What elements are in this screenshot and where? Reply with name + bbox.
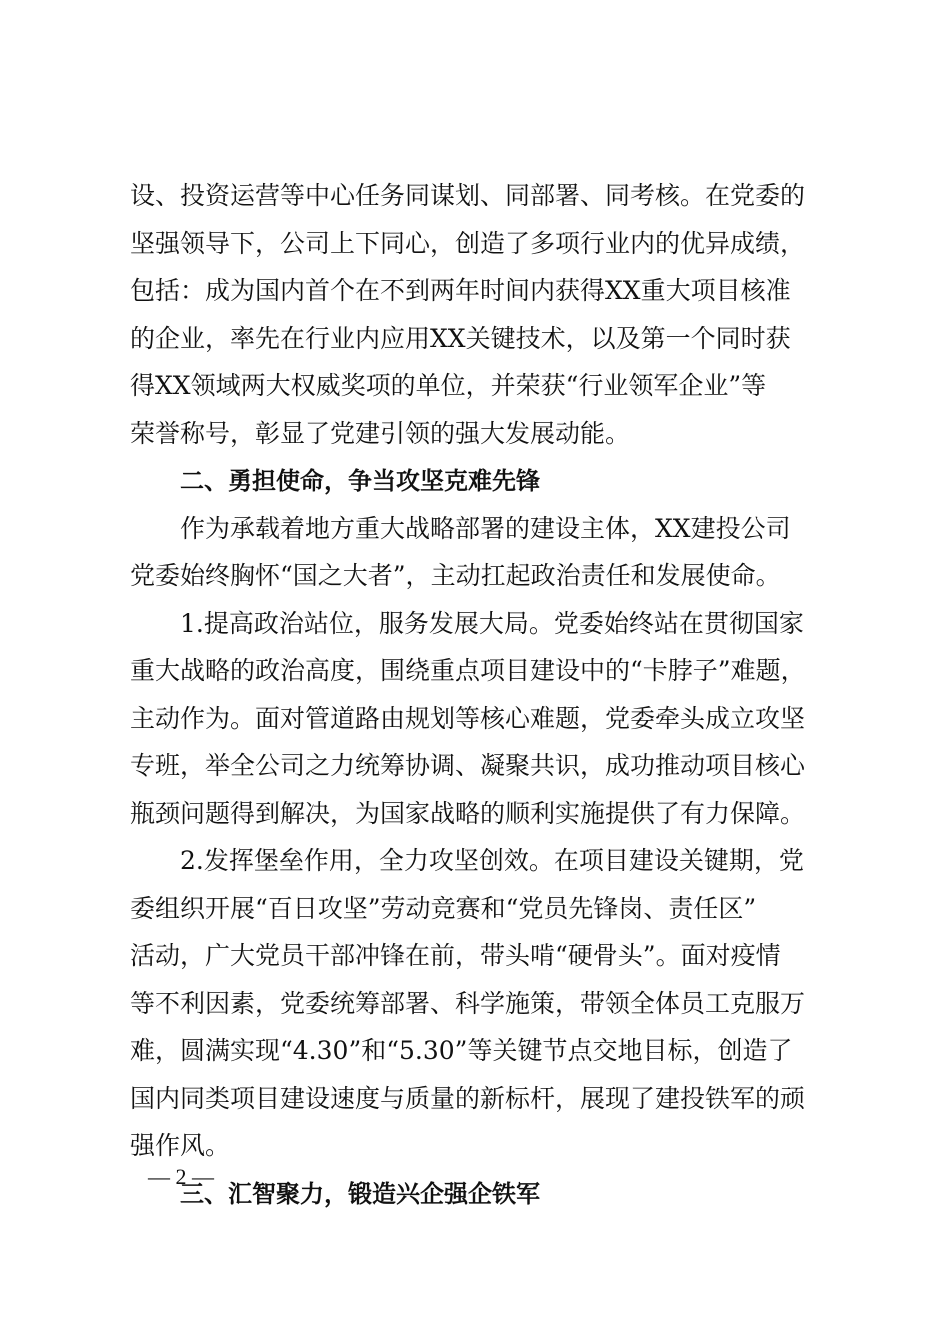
paragraph-line: 包括：成为国内首个在不到两年时间内获得XX重大项目核准 xyxy=(130,276,791,305)
paragraph-line: 得XX领域两大权威奖项的单位，并荣获“行业领军企业”等 xyxy=(130,371,767,400)
paragraph-line: 设、投资运营等中心任务同谋划、同部署、同考核。在党委的 xyxy=(130,181,806,210)
paragraph-line: 难，圆满实现“4.30”和“5.30”等关键节点交地目标，创造了 xyxy=(130,1036,793,1065)
paragraph-first-line: 2.发挥堡垒作用，全力攻坚创效。在项目建设关键期，党 xyxy=(180,846,804,875)
paragraph-line: 委组织开展“百日攻坚”劳动竞赛和“党员先锋岗、责任区” xyxy=(130,893,757,923)
paragraph-line: 的企业，率先在行业内应用XX关键技术，以及第一个同时获 xyxy=(130,323,791,353)
paragraph-line: 等不利因素，党委统筹部署、科学施策，带领全体员工克服万 xyxy=(130,988,806,1018)
paragraph-line: 主动作为。面对管道路由规划等核心难题，党委牵头成立攻坚 xyxy=(130,703,806,733)
paragraph-line: 专班，举全公司之力统筹协调、凝聚共识，成功推动项目核心 xyxy=(130,751,806,780)
paragraph-line: 重大战略的政治高度，围绕重点项目建设中的“卡脖子”难题， xyxy=(130,656,806,685)
paragraph-line: 坚强领导下，公司上下同心，创造了多项行业内的优异成绩， xyxy=(130,228,806,258)
paragraph-line: 党委始终胸怀“国之大者”，主动扛起政治责任和发展使命。 xyxy=(130,561,781,590)
page-number: — 2 — xyxy=(148,1164,214,1189)
section-heading: 三、汇智聚力，锻造兴企强企铁军 xyxy=(180,1179,540,1208)
paragraph-last-line: 强作风。 xyxy=(130,1131,231,1160)
paragraph-line: 活动，广大党员干部冲锋在前，带头啃“硬骨头”。面对疫情 xyxy=(130,941,781,970)
paragraph-line: 瓶颈问题得到解决，为国家战略的顺利实施提供了有力保障。 xyxy=(130,798,806,828)
paragraph-first-line: 1.提高政治站位，服务发展大局。党委始终站在贯彻国家 xyxy=(180,608,804,638)
paragraph-line: 国内同类项目建设速度与质量的新标杆，展现了建投铁军的顽 xyxy=(130,1083,806,1113)
paragraph-first-line: 作为承载着地方重大战略部署的建设主体，XX建投公司 xyxy=(180,513,791,543)
section-heading: 二、勇担使命，争当攻坚克难先锋 xyxy=(180,467,540,495)
paragraph-last-line: 荣誉称号，彰显了党建引领的强大发展动能。 xyxy=(130,418,631,448)
